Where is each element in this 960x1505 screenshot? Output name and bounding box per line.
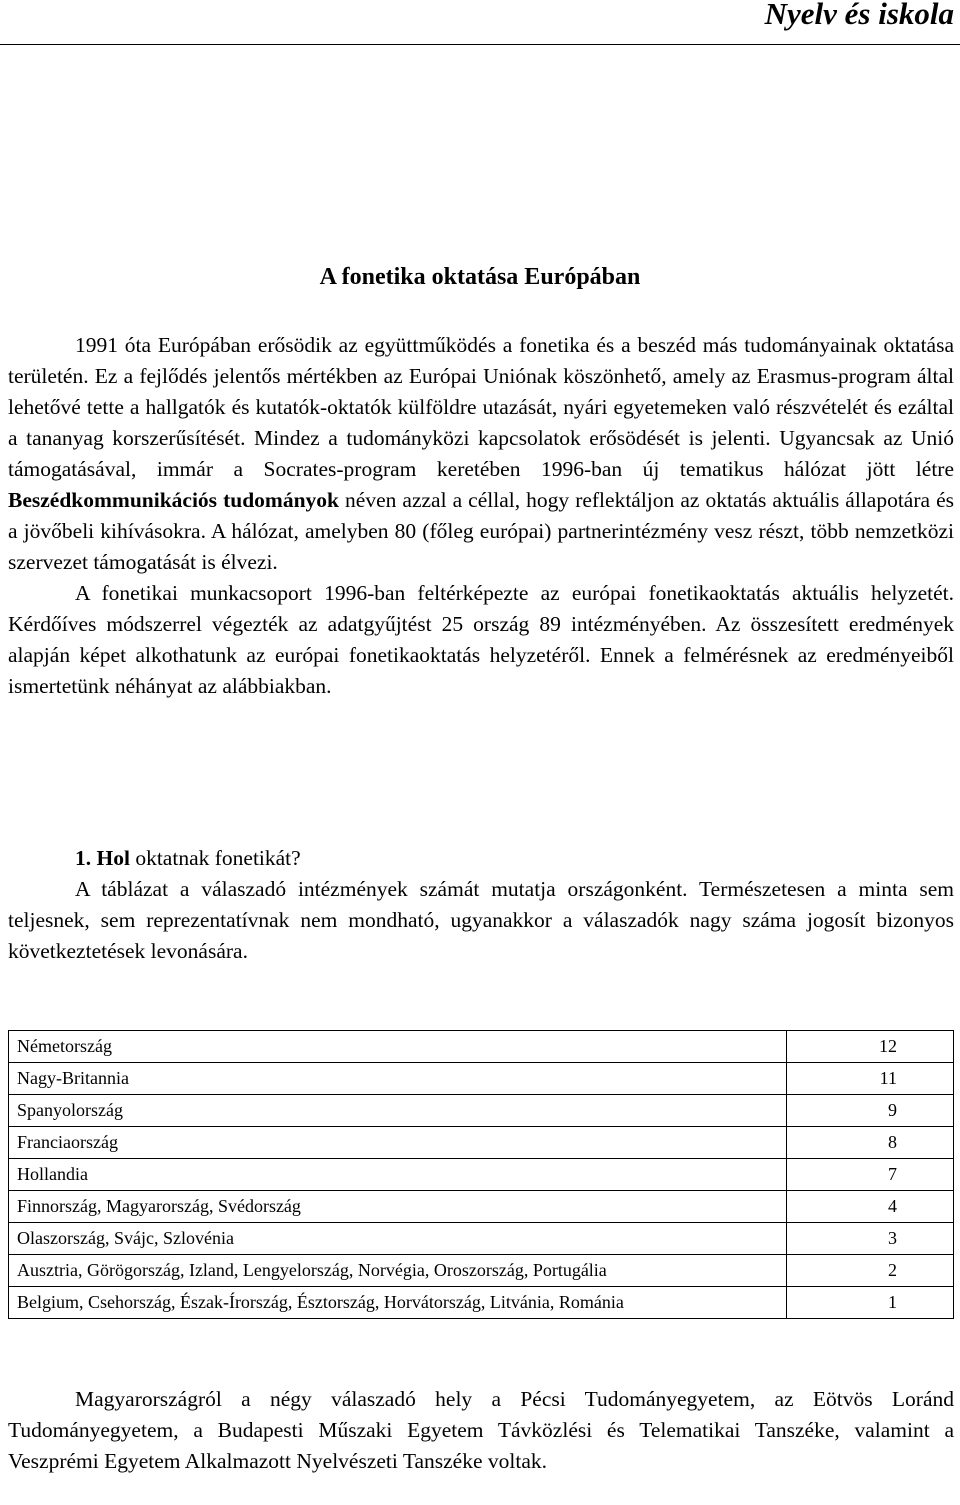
intro-section bbox=[8, 330, 954, 702]
country-cell: Nagy-Britannia bbox=[9, 1063, 787, 1095]
count-cell: 2 bbox=[787, 1255, 954, 1287]
intro-text-part2: néven azzal a céllal, hogy reflektáljon az oktatás aktuális állapotára és a jövőbeli kihívásokra. A hálózat, amelyben 80 (főleg európai) partnerintézmény vesz részt, több nemzetközi szervezet támogatását is élvezi. bbox=[8, 488, 954, 574]
country-cell: Franciaország bbox=[9, 1127, 787, 1159]
country-cell: Németország bbox=[9, 1031, 787, 1063]
table-intro-paragraph: A táblázat a válaszadó intézmények számát mutatja országonként. Természetesen a minta sem teljesnek, sem reprezentatívnak nem mondható, ugyanakkor a válaszadók nagy száma jogosít bizonyos következtetések levonására. bbox=[8, 877, 954, 963]
question-rest: oktatnak fonetikát? bbox=[129, 846, 301, 870]
question-heading bbox=[8, 843, 954, 874]
article-title: A fonetika oktatása Európában bbox=[319, 264, 641, 290]
intro-paragraph bbox=[8, 330, 954, 578]
table-row bbox=[9, 1095, 954, 1127]
table-row bbox=[9, 1159, 954, 1191]
question-number: 1. bbox=[75, 846, 92, 870]
table-row bbox=[9, 1223, 954, 1255]
table-row bbox=[9, 1287, 954, 1319]
closing-paragraph: Magyarországról a négy válaszadó hely a Pécsi Tudományegyetem, az Eötvös Loránd Tudományegyetem, a Budapesti Műszaki Egyetem Távközlési és Telematikai Tanszéke, valamint a Veszprémi Egyetem Alkalmazott Nyelvészeti Tanszéke voltak. bbox=[8, 1387, 954, 1473]
country-cell: Hollandia bbox=[9, 1159, 787, 1191]
country-cell: Belgium, Csehország, Észak-Írország, Észtország, Horvátország, Litvánia, Románia bbox=[9, 1287, 787, 1319]
country-cell: Finnország, Magyarország, Svédország bbox=[9, 1191, 787, 1223]
network-name: Beszédkommunikációs tudományok bbox=[8, 488, 339, 512]
country-cell: Olaszország, Svájc, Szlovénia bbox=[9, 1223, 787, 1255]
table-row bbox=[9, 1063, 954, 1095]
table-row bbox=[9, 1191, 954, 1223]
country-cell: Spanyolország bbox=[9, 1095, 787, 1127]
table-row bbox=[9, 1127, 954, 1159]
closing-section bbox=[8, 1384, 954, 1477]
count-cell: 9 bbox=[787, 1095, 954, 1127]
count-cell: 12 bbox=[787, 1031, 954, 1063]
table-row bbox=[9, 1031, 954, 1063]
running-header bbox=[0, 0, 960, 45]
count-cell: 8 bbox=[787, 1127, 954, 1159]
institutions-by-country-table bbox=[8, 1030, 954, 1319]
question-bold-word: Hol bbox=[96, 846, 130, 870]
question-section bbox=[8, 843, 954, 967]
table-row bbox=[9, 1255, 954, 1287]
count-cell: 11 bbox=[787, 1063, 954, 1095]
count-cell: 4 bbox=[787, 1191, 954, 1223]
journal-title: Nyelv és iskola bbox=[764, 0, 954, 31]
count-cell: 7 bbox=[787, 1159, 954, 1191]
count-cell: 1 bbox=[787, 1287, 954, 1319]
count-cell: 3 bbox=[787, 1223, 954, 1255]
survey-paragraph: A fonetikai munkacsoport 1996-ban feltérképezte az európai fonetikaoktatás aktuális helyzetét. Kérdőíves módszerrel végezték az adatgyűjtést 25 ország 89 intézményében. Az összesített eredmények alapján képet alkothatunk az európai fonetikaoktatás helyzetéről. Ennek a felmérésnek az eredményeiből ismertetünk néhányat az alábbiakban. bbox=[8, 581, 954, 698]
intro-text-part1: 1991 óta Európában erősödik az együttműködés a fonetika és a beszéd más tudományainak oktatása területén. Ez a fejlődés jelentős mértékben az Európai Uniónak köszönhető, amely az Erasmus-program által lehetővé tette a hallgatók és kutatók-oktatók külföldre utazását, nyári egyetemeken való részvételét és ezáltal a tananyag korszerűsítését. Mindez a tudományközi kapcsolatok erősödését is jelenti. Ugyancsak az Unió támogatásával, immár a Socrates-program keretében 1996-ban új tematikus hálózat jött létre bbox=[8, 333, 954, 481]
country-cell: Ausztria, Görögország, Izland, Lengyelország, Norvégia, Oroszország, Portugália bbox=[9, 1255, 787, 1287]
